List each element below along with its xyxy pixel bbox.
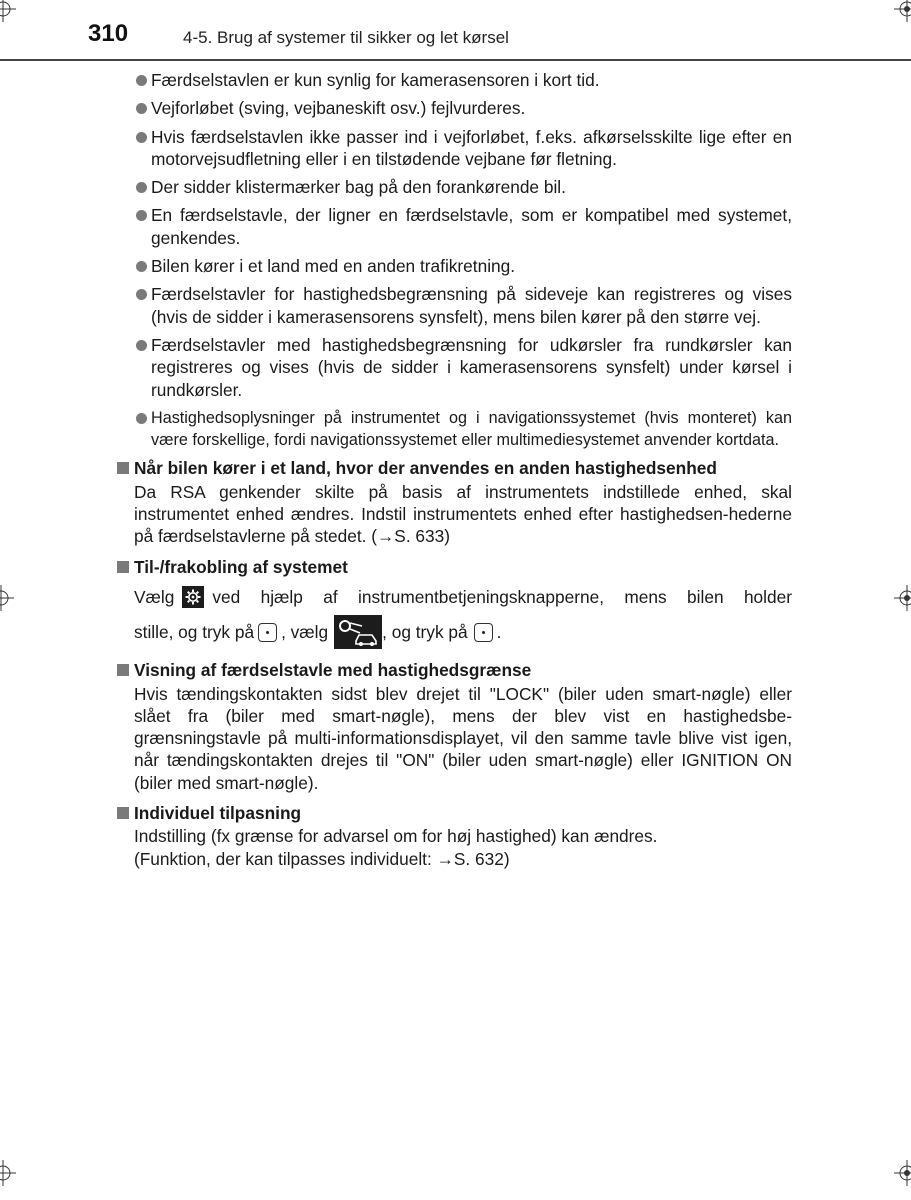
condition-list [116, 69, 792, 451]
list-item-text: Hastighedsoplysninger på instrumentet og i navigationssystemet (hvis monteret) kan være forskellige, fordi navigationssystemet eller multimediesystemet anvender kortdata. [151, 408, 792, 450]
section-body: Da RSA genkender skilte på basis af instrumentets indstillede enhed, skal instrumentet enhed ændres. Indstil instrumentets enhed efter hastighedsen-hederne på færdselstavlerne på stedet. (→S. 633) [134, 481, 792, 547]
enter-button-icon [474, 623, 493, 642]
crop-mark-bottom-left-icon [0, 1160, 16, 1186]
bullet-icon [136, 75, 147, 86]
list-item [116, 283, 792, 328]
square-bullet-icon [117, 462, 129, 474]
toggle-text-tryk: stille, og tryk på [134, 622, 255, 643]
bullet-icon [136, 340, 147, 351]
list-item [116, 69, 792, 91]
section-heading [116, 556, 792, 578]
bullet-icon [136, 289, 147, 300]
section-speed-unit [116, 457, 792, 547]
section-heading [116, 659, 792, 681]
section-heading-text: Visning af færdselstavle med hastighedsgrænse [134, 660, 532, 681]
rsa-sign-car-icon [334, 615, 382, 649]
list-item [116, 176, 792, 198]
section-body [116, 825, 792, 870]
page-number: 310 [88, 20, 129, 47]
crop-mark-top-right-icon [894, 0, 911, 22]
bullet-icon [136, 103, 147, 114]
square-bullet-icon [117, 807, 129, 819]
list-item-text: Bilen kører i et land med en anden trafikretning. [151, 256, 516, 277]
list-item-text: Færdselstavler med hastighedsbegrænsning for udkørsler fra rundkørsler kan registreres og vises (hvis de sidder i kamerasensorens synsfelt) under kørsel i rundkørsler. [151, 334, 792, 400]
gear-settings-icon [182, 586, 204, 608]
toggle-text-vaelg: Vælg [134, 586, 175, 607]
bullet-icon [136, 132, 147, 143]
chapter-title: 4-5. Brug af systemer til sikker og let kørsel [183, 28, 509, 47]
crop-mark-left-icon [0, 585, 14, 611]
page-content [116, 69, 792, 870]
section-body: Hvis tændingskontakten sidst blev drejet til "LOCK" (biler uden smart-nøgle) eller slået fra (biler med smart-nøgle), mens der blev vist en hastighedsbe-grænsningstavle på multi-informationsdisplayet, vil den samme tavle blive vist igen, når tændingskontakten drejes til "ON" (biler uden smart-nøgle) eller IGNITION ON (biler med smart-nøgle). [134, 683, 792, 793]
toggle-text-tryk-2: , og tryk på [382, 622, 468, 643]
section-toggle [116, 556, 792, 650]
bullet-icon [136, 182, 147, 193]
toggle-text-vaelg-2: , vælg [281, 622, 329, 643]
toggle-line-1 [134, 586, 792, 608]
section-display [116, 659, 792, 794]
bullet-icon [136, 210, 147, 221]
enter-button-icon [258, 623, 277, 642]
list-item-text: Hvis færdselstavlen ikke passer ind i vejforløbet, f.eks. afkørselsskilte lige efter en motorvejsudfletning eller i en tilstødende vejbane før fletning. [151, 126, 792, 169]
list-item-text: En færdselstavle, der ligner en færdselstavle, som er kompatibel med systemet, genkendes. [151, 205, 792, 248]
list-item [116, 255, 792, 277]
section-body [116, 586, 792, 649]
custom-line-1: Indstilling (fx grænse for advarsel om for høj hastighed) kan ændres. [134, 826, 658, 847]
list-item [116, 97, 792, 119]
crop-mark-bottom-right-icon [894, 1160, 911, 1186]
toggle-text-period: . [496, 622, 502, 643]
crop-mark-right-icon [894, 585, 911, 611]
toggle-line-2 [134, 615, 792, 649]
square-bullet-icon [117, 561, 129, 573]
list-item-text: Der sidder klistermærker bag på den forankørende bil. [151, 177, 566, 198]
crop-mark-top-left-icon [0, 0, 16, 22]
list-item [116, 204, 792, 249]
list-item-text: Færdselstavler for hastighedsbegrænsning på sideveje kan registreres og vises (hvis de sidder i kamerasensorens synsfelt), mens bilen kører på den større vej. [151, 284, 792, 327]
bullet-icon [136, 413, 147, 424]
section-custom [116, 802, 792, 870]
toggle-text-instruction: ved hjælp af instrumentbetjeningsknapperne, mens bilen holder [212, 586, 792, 607]
section-heading [116, 457, 792, 479]
list-item [116, 126, 792, 171]
section-heading-text: Individuel tilpasning [134, 803, 302, 824]
custom-line-2: (Funktion, der kan tilpasses individuelt: →S. 632) [134, 848, 510, 869]
list-item-text: Vejforløbet (sving, vejbaneskift osv.) fejlvurderes. [151, 98, 526, 119]
square-bullet-icon [117, 664, 129, 676]
bullet-icon [136, 261, 147, 272]
section-heading-text: Til-/frakobling af systemet [134, 556, 348, 577]
list-item [116, 407, 792, 452]
section-heading [116, 802, 792, 824]
section-heading-text: Når bilen kører i et land, hvor der anvendes en anden hastighedsenhed [134, 458, 717, 479]
list-item-text: Færdselstavlen er kun synlig for kamerasensoren i kort tid. [151, 70, 600, 90]
header-rule [0, 59, 911, 61]
list-item [116, 334, 792, 401]
